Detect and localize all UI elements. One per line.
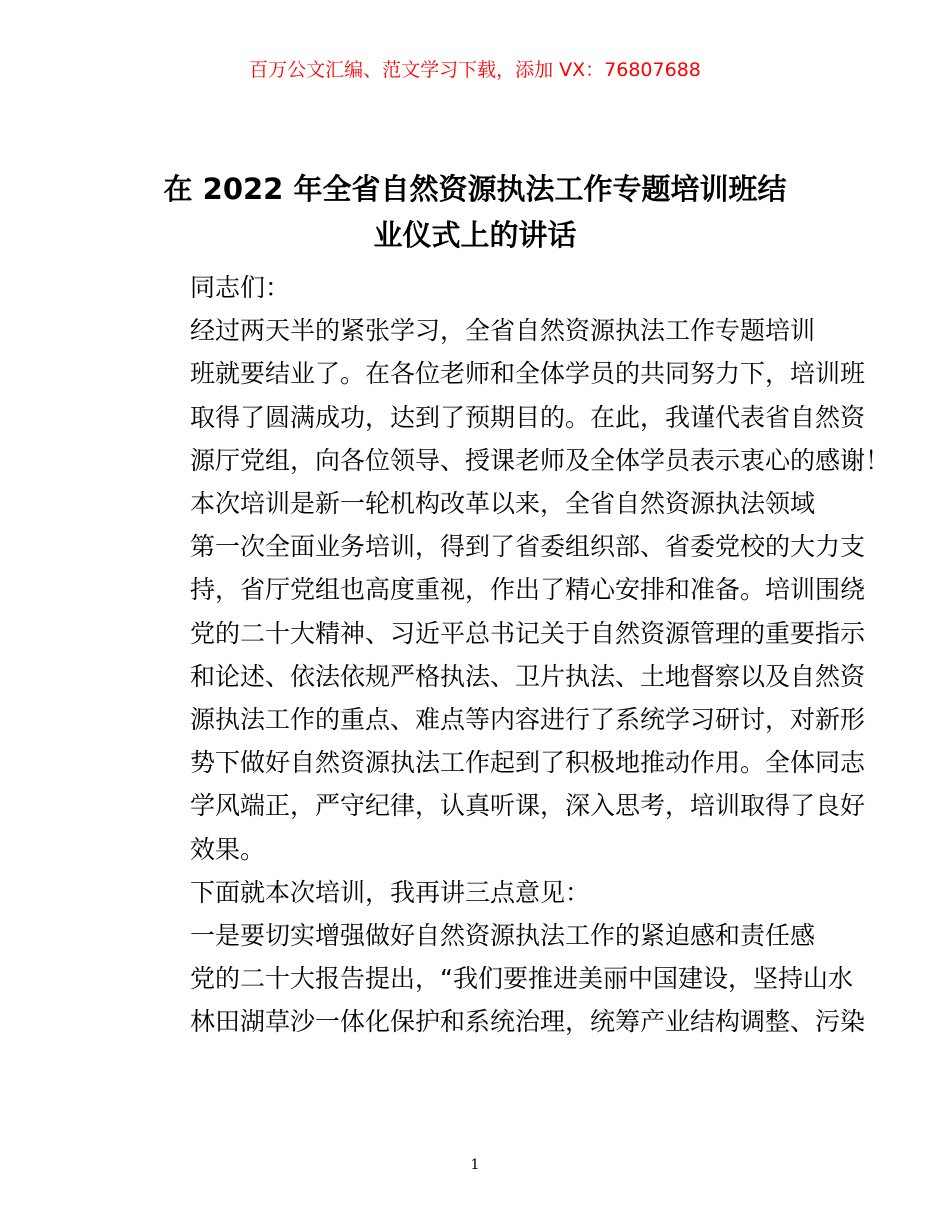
paragraph-line: 林田湖草沙一体化保护和系统治理，统筹产业结构调整、污染 [190,1007,866,1037]
paragraph-line: 党的二十大报告提出，“我们要推进美丽中国建设，坚持山水 [190,964,853,994]
paragraph-line: 一是要切实增强做好自然资源执法工作的紧迫感和责任感 [190,921,816,951]
paragraph-line: 源执法工作的重点、难点等内容进行了系统学习研讨，对新形 [190,705,866,735]
document-body [140,266,891,1044]
title-line: 在 2022 年全省自然资源执法工作专题培训班结 [163,172,787,206]
paragraph-line: 和论述、依法依规严格执法、卫片执法、土地督察以及自然资 [190,661,866,691]
paragraph-line: 经过两天半的紧张学习，全省自然资源执法工作专题培训 [190,316,816,346]
body-paragraph [140,871,830,914]
paragraph-line: 班就要结业了。在各位老师和全体学员的共同努力下，培训班 [190,359,866,389]
paragraph-line: 持，省厅党组也高度重视，作出了精心安排和准备。培训围绕 [190,575,866,605]
paragraph-line: 学风端正，严守纪律，认真听课，深入思考，培训取得了良好 [190,791,866,821]
paragraph-line: 取得了圆满成功，达到了预期目的。在此，我谨代表省自然资 [190,402,866,432]
paragraph-line: 本次培训是新一轮机构改革以来，全省自然资源执法领域 [190,489,816,519]
body-paragraph [140,482,866,871]
body-paragraph [140,309,891,482]
paragraph-line: 同志们： [190,273,291,302]
paragraph-line: 党的二十大精神、习近平总书记关于自然资源管理的重要指示 [190,618,866,648]
paragraph-line: 源厅党组，向各位领导、授课老师及全体学员表示衷心的感谢！ [190,445,891,475]
title-line: 业仪式上的讲话 [373,218,577,252]
paragraph-line: 下面就本次培训，我再讲三点意见： [190,877,591,907]
paragraph-line: 效果。 [190,834,266,864]
paragraph-line: 势下做好自然资源执法工作起到了积极地推动作用。全体同志 [190,748,866,778]
salutation-paragraph [140,266,830,309]
header-contact-note: 百万公文汇编、范文学习下载，添加 VX：76807688 [249,59,701,81]
body-paragraph [140,914,866,1044]
paragraph-line: 第一次全面业务培训，得到了省委组织部、省委党校的大力支 [190,532,866,562]
document-title [120,166,830,258]
page-number: 1 [470,1157,480,1173]
